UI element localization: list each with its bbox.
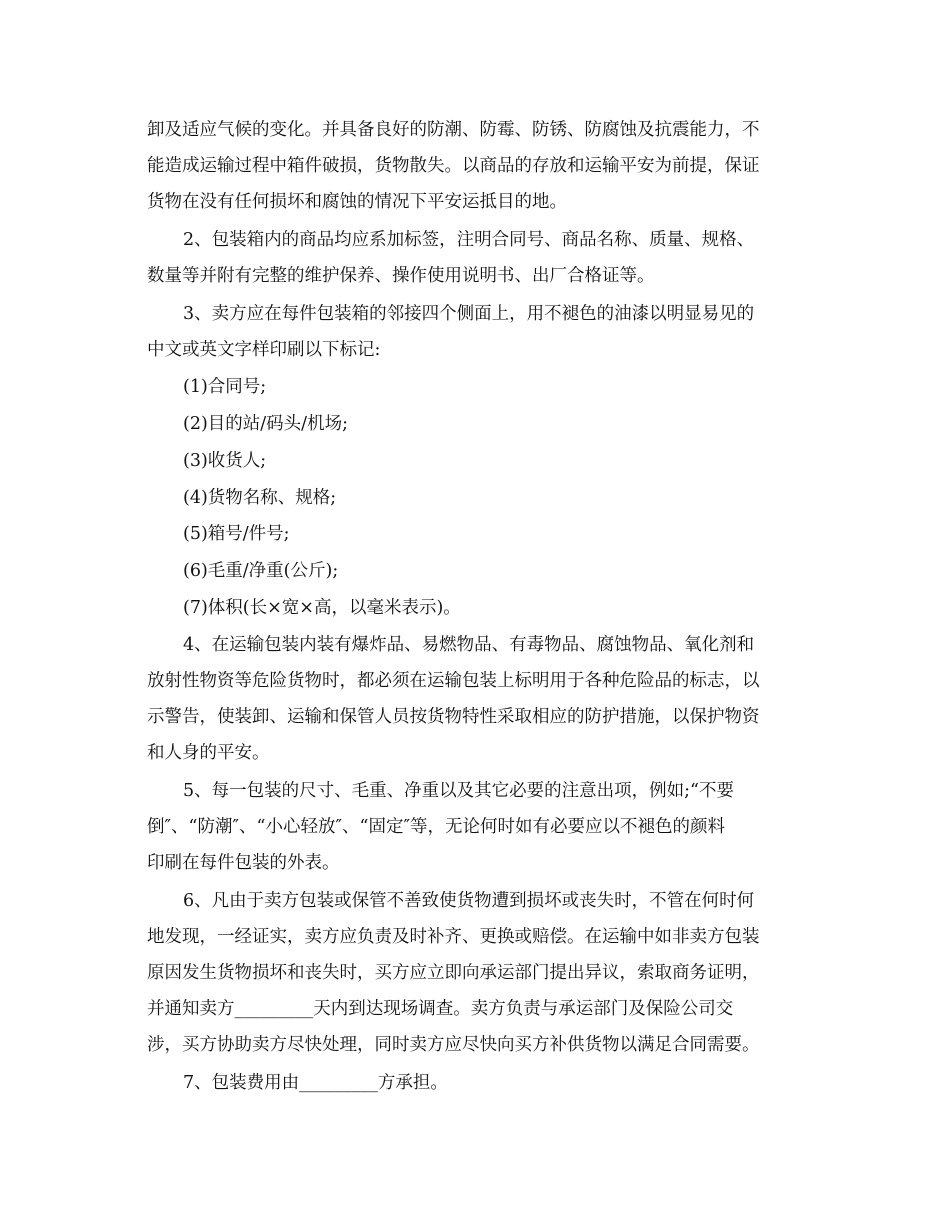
text-line: 示警告，使装卸、运输和保管人员按货物特性采取相应的防护措施，以保护物资: [147, 707, 760, 727]
paragraph-4-line: 4、在运输包装内装有爆炸品、易燃物品、有毒物品、腐蚀物品、氧化剂和: [183, 635, 755, 655]
text-line: 并通知卖方_________天内到达现场调查。卖方负责与承运部门及保险公司交: [147, 999, 734, 1019]
text-line: 涉，买方协助卖方尽快处理，同时卖方应尽快向买方补供货物以满足合同需要。: [147, 1035, 760, 1055]
text-line: 数量等并附有完整的维护保养、操作使用说明书、出厂合格证等。: [147, 266, 655, 286]
paragraph-2-line: 2、包装箱内的商品均应系加标签，注明合同号、商品名称、质量、规格、: [183, 230, 755, 250]
list-item-6: (6)毛重/净重(公斤);: [183, 561, 339, 581]
text-line: 放射性物资等危险货物时，都必须在运输包装上标明用于各种危险品的标志，以: [147, 671, 760, 691]
text-line: 印刷在每件包装的外表。: [147, 853, 340, 873]
text-line: 能造成运输过程中箱件破损，货物散失。以商品的存放和运输平安为前提，保证: [147, 156, 760, 176]
text-line: 倒″、“防潮″、“小心轻放″、“固定″等，无论何时如有必要应以不褪色的颜料: [147, 817, 725, 837]
list-item-3: (3)收货人;: [183, 451, 267, 471]
text-line: 地发现，一经证实，卖方应负责及时补齐、更换或赔偿。在运输中如非卖方包装: [147, 927, 760, 947]
paragraph-5-line: 5、每一包装的尺寸、毛重、净重以及其它必要的注意出项，例如;“不要: [183, 781, 734, 801]
list-item-1: (1)合同号;: [183, 377, 267, 397]
text-line: 和人身的平安。: [147, 743, 270, 763]
text-line: 中文或英文字样印刷以下标记:: [147, 340, 381, 360]
text-line: 货物在没有任何损坏和腐蚀的情况下平安运抵目的地。: [147, 192, 567, 212]
text-line: 原因发生货物损坏和丧失时，买方应立即向承运部门提出异议，索取商务证明，: [147, 963, 760, 983]
paragraph-3-line: 3、卖方应在每件包装箱的邻接四个侧面上，用不褪色的油漆以明显易见的: [183, 304, 755, 324]
list-item-4: (4)货物名称、规格;: [183, 488, 337, 508]
paragraph-7-line: 7、包装费用由_________方承担。: [183, 1073, 448, 1093]
list-item-7: (7)体积(长×宽×高，以毫米表示)。: [183, 598, 461, 618]
text-line: 卸及适应气候的变化。并具备良好的防潮、防霉、防锈、防腐蚀及抗震能力，不: [147, 120, 760, 140]
list-item-5: (5)箱号/件号;: [183, 524, 290, 544]
list-item-2: (2)目的站/码头/机场;: [183, 414, 348, 434]
paragraph-6-line: 6、凡由于卖方包装或保管不善致使货物遭到损坏或丧失时，不管在何时何: [183, 891, 755, 911]
